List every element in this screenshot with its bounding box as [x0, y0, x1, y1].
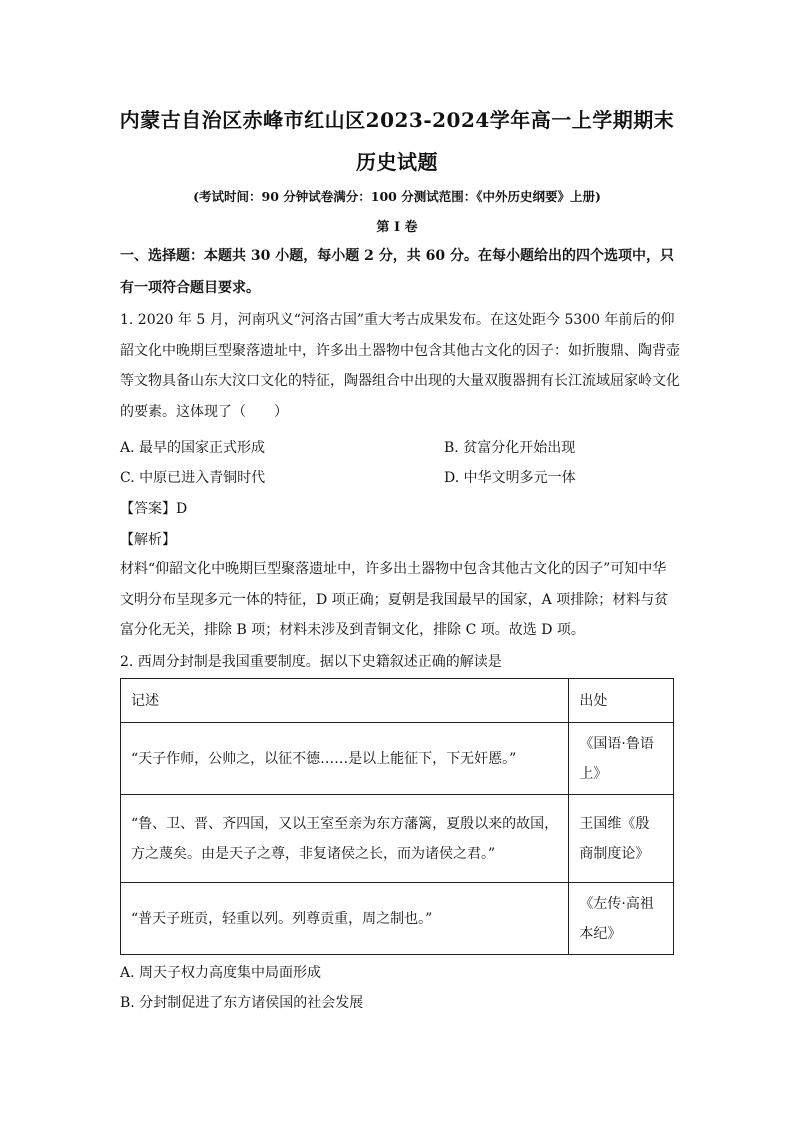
q1-answer: 【答案】D	[120, 501, 188, 517]
table-header-row	[121, 679, 674, 723]
question-1-stem: 1. 2020 年 5 月，河南巩义“河洛古国”重大考古成果发布。在这处距今 5300 年前后的仰韶文化中晚期巨型聚落遗址中，许多出土器物中包含其他古文化的因子：如折腹鼎、陶背壶等文物具备山东大汶口文化的特征，陶器组合中出现的大量双腹器拥有长江流域屈家岭文化的要素。这体现了（ ）	[120, 312, 680, 420]
q2-option-a: A. 周天子权力高度集中局面形成	[120, 965, 322, 981]
exam-subtitle: 历史试题	[356, 150, 438, 174]
table-cell-record: “鲁、卫、晋、齐四国，又以王室至亲为东方藩篱，夏殷以来的故国，方之蔑矣。由是天子之尊，非复诸侯之长，而为诸侯之君。”	[121, 795, 569, 883]
q1-option-a: A. 最早的国家正式形成	[120, 440, 266, 456]
table-header-source: 出处	[569, 679, 674, 723]
q2-option-b: B. 分封制促进了东方诸侯国的社会发展	[120, 995, 364, 1011]
q2-source-table	[120, 678, 674, 955]
table-row	[121, 795, 674, 883]
q1-option-c: C. 中原已进入青铜时代	[120, 470, 266, 486]
table-cell-source: 王国维《殷商制度论》	[569, 795, 674, 883]
q1-option-b: B. 贫富分化开始出现	[444, 440, 576, 456]
q1-analysis: 材料“仰韶文化中晚期巨型聚落遗址中，许多出土器物中包含其他古文化的因子”可知中华文明分布呈现多元一体的特征，D 项正确；夏朝是我国最早的国家，A 项排除；材料与贫富分化无关，排除 B 项；材料未涉及到青铜文化，排除 C 项。故选 D 项。	[120, 561, 669, 638]
table-cell-record: “普天子班贡，轻重以列。列尊贡重，周之制也。”	[121, 883, 569, 955]
question-2-stem: 2. 西周分封制是我国重要制度。据以下史籍叙述正确的解读是	[120, 654, 502, 670]
volume-label: 第 I 卷	[376, 220, 418, 235]
exam-title: 内蒙古自治区赤峰市红山区2023-2024学年高一上学期期末	[119, 108, 675, 132]
section-instructions: 一、选择题：本题共 30 小题，每小题 2 分，共 60 分。在每小题给出的四个选项中，只有一项符合题目要求。	[120, 248, 674, 296]
table-header-record: 记述	[121, 679, 569, 723]
table-cell-record: “天子作师，公帅之，以征不德……是以上能征下，下无奸慝。”	[121, 723, 569, 795]
table-row	[121, 723, 674, 795]
table-cell-source: 《国语·鲁语上》	[569, 723, 674, 795]
q1-analysis-label: 【解析】	[120, 532, 176, 548]
exam-info: (考试时间：90 分钟试卷满分：100 分测试范围：《中外历史纲要》上册)	[193, 189, 601, 204]
table-cell-source: 《左传·高祖本纪》	[569, 883, 674, 955]
q1-option-d: D. 中华文明多元一体	[444, 470, 576, 486]
table-row	[121, 883, 674, 955]
